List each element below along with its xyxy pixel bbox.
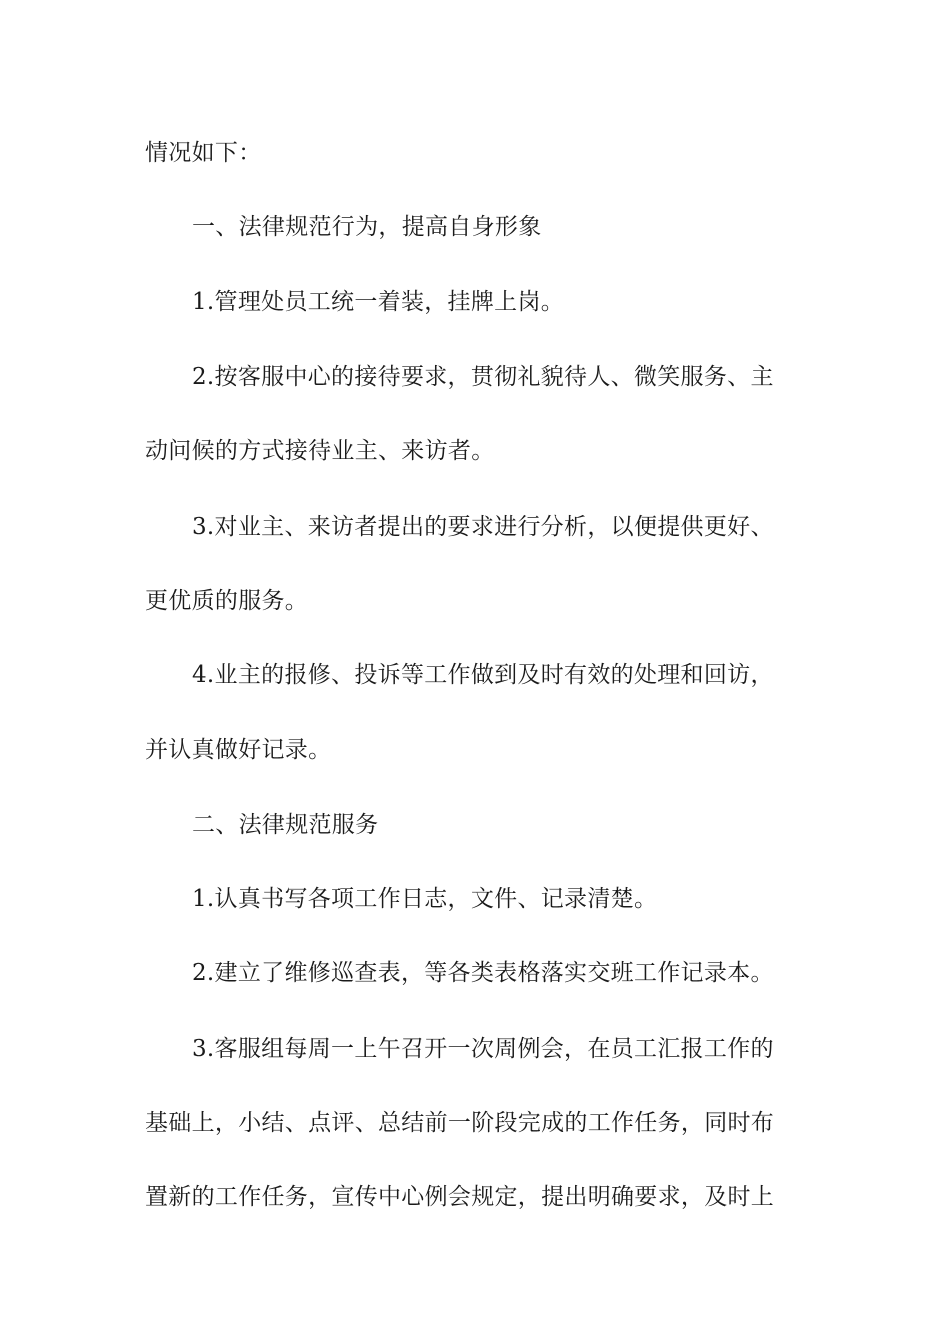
list-item: 3.客服组每周一上午召开一次周例会，在员工汇报工作的	[192, 1036, 774, 1062]
list-item: 2.按客服中心的接待要求，贯彻礼貌待人、微笑服务、主	[192, 364, 774, 390]
list-item: 2.建立了维修巡查表，等各类表格落实交班工作记录本。	[192, 960, 774, 986]
paragraph-line: 动问候的方式接待业主、来访者。	[145, 438, 495, 464]
paragraph-line: 并认真做好记录。	[145, 737, 332, 763]
paragraph-line: 置新的工作任务，宣传中心例会规定，提出明确要求，及时上	[145, 1184, 775, 1210]
section-heading: 一、法律规范行为，提高自身形象	[192, 214, 542, 240]
list-item: 4.业主的报修、投诉等工作做到及时有效的处理和回访，	[192, 662, 774, 688]
list-item: 1.认真书写各项工作日志，文件、记录清楚。	[192, 886, 658, 912]
paragraph-line: 情况如下：	[145, 140, 262, 166]
paragraph-line: 更优质的服务。	[145, 588, 309, 614]
paragraph-line: 基础上，小结、点评、总结前一阶段完成的工作任务，同时布	[145, 1110, 775, 1136]
list-item: 3.对业主、来访者提出的要求进行分析，以便提供更好、	[192, 514, 774, 540]
list-item: 1.管理处员工统一着装，挂牌上岗。	[192, 289, 565, 315]
section-heading: 二、法律规范服务	[192, 812, 379, 838]
